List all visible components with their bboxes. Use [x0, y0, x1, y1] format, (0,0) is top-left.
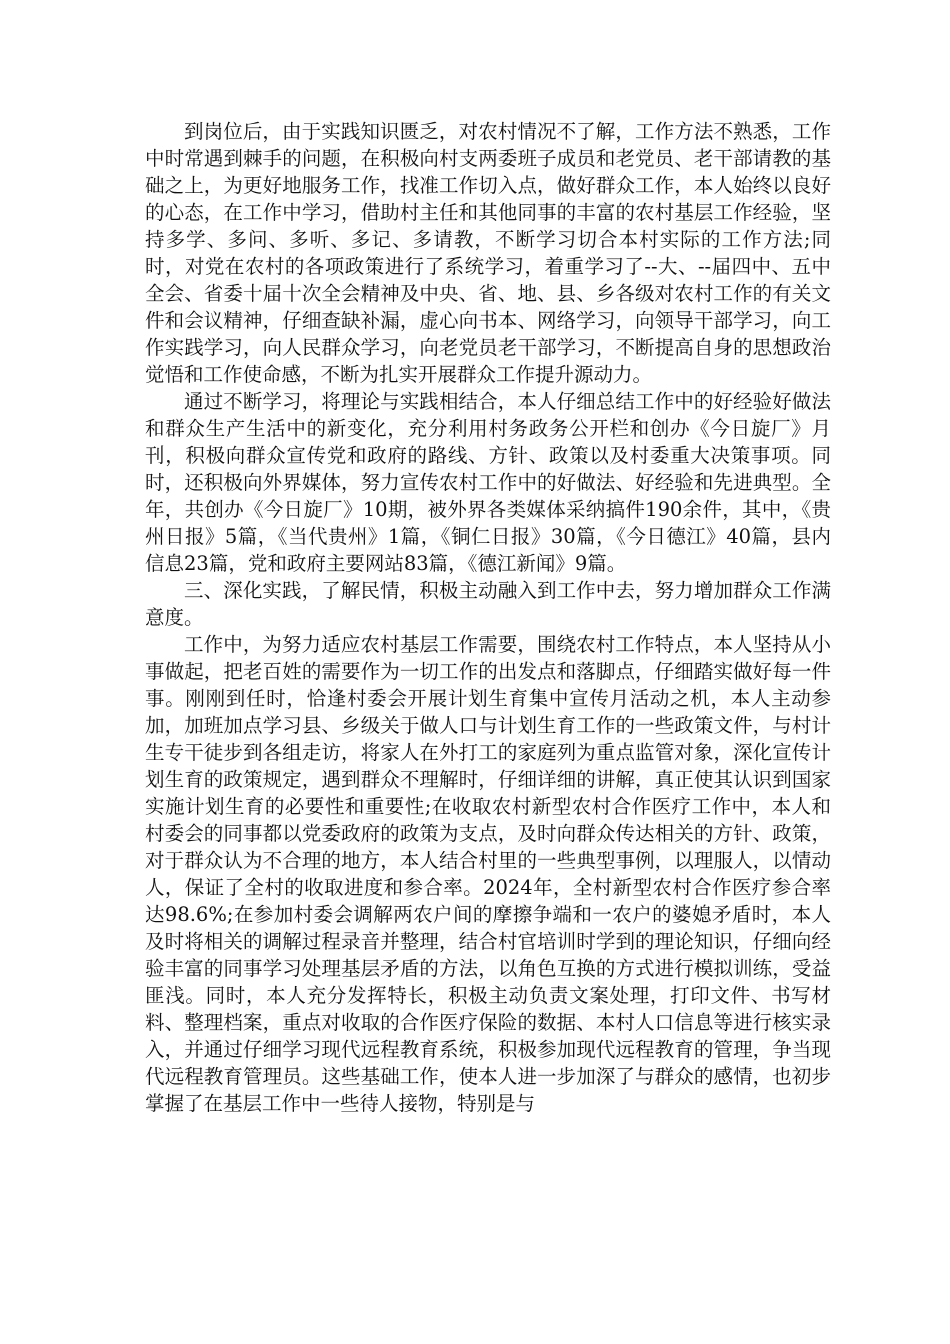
paragraph-study-at-post: 到岗位后，由于实践知识匮乏，对农村情况不了解，工作方法不熟悉，工作中时常遇到棘手的问题，在积极向村支两委班子成员和老党员、老干部请教的基础之上，为更好地服务工作，找准工作切入点，做好群众工作，本人始终以良好的心态，在工作中学习，借助村主任和其他同事的丰富的农村基层工作经验，坚持多学、多问、多听、多记、多请教，不断学习切合本村实际的工作方法;同时，对党在农村的各项政策进行了系统学习，着重学习了--大、--届四中、五中全会、省委十届十次全会精神及中央、省、地、县、乡各级对农村工作的有关文件和会议精神，仔细查缺补漏，虚心向书本、网络学习，向领导干部学习，向工作实践学习，向人民群众学习，向老党员老干部学习，不断提高自身的思想政治觉悟和工作使命感，不断为扎实开展群众工作提升源动力。	[145, 120, 831, 386]
section-heading-deepen-practice: 三、深化实践，了解民情，积极主动融入到工作中去，努力增加群众工作满意度。	[145, 579, 831, 629]
paragraph-publicity-work: 通过不断学习，将理论与实践相结合，本人仔细总结工作中的好经验好做法和群众生产生活中的新变化，充分利用村务政务公开栏和创办《今日旋厂》月刊，积极向群众宣传党和政府的路线、方针、政策以及村委重大决策事项。同时，还积极向外界媒体，努力宣传农村工作中的好做法、好经验和先进典型。全年，共创办《今日旋厂》10期，被外界各类媒体采纳搞件190余件，其中，《贵州日报》5篇，《当代贵州》1篇，《铜仁日报》30篇，《今日德江》40篇，县内信息23篇，党和政府主要网站83篇，《德江新闻》9篇。	[145, 390, 831, 575]
document-body	[145, 118, 831, 1117]
paragraph-grassroots-work: 工作中，为努力适应农村基层工作需要，围绕农村工作特点，本人坚持从小事做起，把老百姓的需要作为一切工作的出发点和落脚点，仔细踏实做好每一件事。刚刚到任时，恰逢村委会开展计划生育集中宣传月活动之机，本人主动参加，加班加点学习县、乡级关于做人口与计划生育工作的一些政策文件，与村计生专干徒步到各组走访，将家人在外打工的家庭列为重点监管对象，深化宣传计划生育的政策规定，遇到群众不理解时，仔细详细的讲解，真正使其认识到国家实施计划生育的必要性和重要性;在收取农村新型农村合作医疗工作中，本人和村委会的同事都以党委政府的政策为支点，及时向群众传达相关的方针、政策，对于群众认为不合理的地方，本人结合村里的一些典型事例，以理服人，以情动人，保证了全村的收取进度和参合率。2024年，全村新型农村合作医疗参合率达98.6%;在参加村委会调解两农户间的摩擦争端和一农户的婆媳矛盾时，本人及时将相关的调解过程录音并整理，结合村官培训时学到的理论知识，仔细向经验丰富的同事学习处理基层矛盾的方法，以角色互换的方式进行模拟训练，受益匪浅。同时，本人充分发挥特长，积极主动负责文案处理，打印文件、书写材料、整理档案，重点对收取的合作医疗保险的数据、本村人口信息等进行核实录入，并通过仔细学习现代远程教育系统，积极参加现代远程教育的管理，争当现代远程教育管理员。这些基础工作，使本人进一步加深了与群众的感情，也初步掌握了在基层工作中一些待人接物，特别是与	[145, 633, 831, 1115]
